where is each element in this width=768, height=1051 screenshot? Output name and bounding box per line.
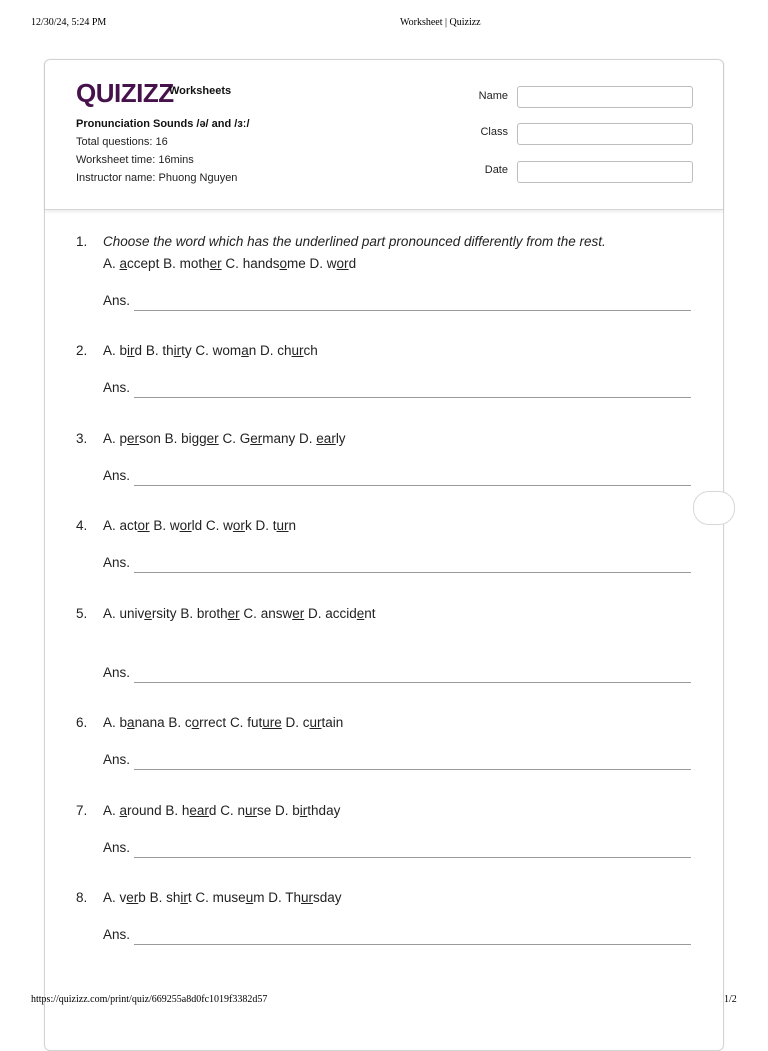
underlined-part: or [179,518,192,533]
option-letter: A. [103,715,116,730]
underlined-part: a [241,343,249,358]
word-part: thday [307,803,341,818]
question-options [103,803,340,818]
question-options [103,715,343,730]
underlined-part: e [144,606,152,621]
answer-line[interactable] [134,572,691,573]
word-part: ld [191,518,203,533]
underlined-part: ur [309,715,322,730]
word-part: broth [196,606,228,621]
word-part: moth [179,256,210,271]
total-questions: Total questions: 16 [76,136,168,148]
word-part: many [262,431,296,446]
answer-option [103,715,165,730]
answer-option [103,256,159,271]
option-letter: C. [220,803,234,818]
question-options [103,431,346,446]
side-tab-handle[interactable] [693,491,735,525]
word-part: b [119,343,128,358]
answer-option [225,256,305,271]
word-part: ty [181,343,192,358]
answer-option [150,890,192,905]
word-part: ch [303,343,318,358]
underlined-part: ur [301,890,314,905]
answer-option [260,343,318,358]
word-part: round [127,803,162,818]
question-number: 4. [76,518,88,533]
answer-label: Ans. [103,752,131,767]
answer-option [310,256,357,271]
answer-label: Ans. [103,665,131,680]
option-letter: B. [145,343,159,358]
date-field[interactable] [517,161,693,183]
answer-option [168,715,226,730]
word-part: v [119,890,127,905]
word-part: w [326,256,337,271]
answer-option [268,890,341,905]
worksheet-time: Worksheet time: 16mins [76,154,194,166]
answer-option [195,890,264,905]
underlined-part: ir [180,890,188,905]
answer-option [308,606,376,621]
word-part: fut [247,715,263,730]
option-letter: D. [309,256,324,271]
question-options [103,890,342,905]
word-part: b [119,715,128,730]
word-part: k [244,518,252,533]
answer-option [103,803,162,818]
option-letter: D. [259,343,274,358]
question-number: 7. [76,803,88,818]
option-letter: A. [103,890,116,905]
underlined-part: ear [316,431,336,446]
worksheet-card [44,59,724,1051]
answer-line[interactable] [134,857,691,858]
answer-option [165,803,216,818]
answer-option [275,803,340,818]
option-letter: C. [225,256,239,271]
underlined-part: ure [262,715,282,730]
answer-option [195,343,256,358]
underlined-part: a [127,715,135,730]
word-part: n [248,343,257,358]
answer-option [255,518,296,533]
answer-option [146,343,192,358]
question-number: 5. [76,606,88,621]
worksheet-title: Pronunciation Sounds /ə/ and /ɜː/ [76,118,250,130]
underlined-part: er [227,606,240,621]
worksheet-header [45,60,723,210]
word-part: m [253,890,265,905]
option-letter: A. [103,343,116,358]
underlined-part: er [126,890,139,905]
word-part: sday [313,890,342,905]
answer-label: Ans. [103,293,131,308]
option-letter: B. [168,715,182,730]
option-letter: B. [180,606,194,621]
answer-label: Ans. [103,840,131,855]
question-number: 1. [76,234,88,249]
question-options [103,606,376,621]
answer-label: Ans. [103,380,131,395]
option-letter: C. [195,890,209,905]
option-letter: D. [268,890,282,905]
underlined-part: ur [291,343,304,358]
word-part: hands [242,256,280,271]
question-prompt: Choose the word which has the underlined part pronounced differently from the rest. [103,234,606,249]
word-part: c [184,715,192,730]
word-part: se [256,803,272,818]
underlined-part: er [206,431,219,446]
option-letter: A. [103,803,116,818]
answer-option [103,890,146,905]
class-label: Class [480,126,508,138]
option-letter: D. [275,803,289,818]
underlined-part: or [232,518,245,533]
underlined-part: a [119,256,128,271]
word-part: nt [364,606,376,621]
word-part: b [138,890,146,905]
option-letter: A. [103,431,116,446]
option-letter: A. [103,256,116,271]
underlined-part: er [209,256,222,271]
name-field[interactable] [517,86,693,108]
option-letter: D. [255,518,269,533]
answer-line[interactable] [134,769,691,770]
answer-line[interactable] [134,485,691,486]
answer-option [163,256,222,271]
underlined-part: ear [189,803,209,818]
word-part: d [348,256,357,271]
option-letter: C. [243,606,257,621]
underlined-part: er [127,431,140,446]
word-part: rrect [199,715,227,730]
word-part: d [134,343,143,358]
option-letter: D. [285,715,299,730]
option-letter: B. [165,803,179,818]
answer-label: Ans. [103,468,131,483]
answer-line[interactable] [134,310,691,311]
option-letter: A. [103,606,116,621]
logo-section-label: Worksheets [169,85,232,97]
date-label: Date [484,164,508,176]
underlined-part: ir [173,343,182,358]
answer-option [220,803,271,818]
word-part: ch [277,343,292,358]
question-options [103,256,356,271]
answer-option [230,715,282,730]
word-part: n [288,518,297,533]
option-letter: C. [222,431,236,446]
word-part: act [119,518,138,533]
underlined-part: o [279,256,287,271]
class-field[interactable] [517,123,693,145]
underlined-part: er [250,431,263,446]
option-letter: B. [153,518,167,533]
answer-option [103,606,177,621]
word-part: d [208,803,217,818]
word-part: me [287,256,306,271]
word-part: univ [119,606,145,621]
word-part: accid [325,606,357,621]
answer-label: Ans. [103,555,131,570]
option-letter: C. [195,343,209,358]
option-letter: D. [299,431,313,446]
answer-option [180,606,239,621]
word-part: son [139,431,161,446]
answer-option [103,431,161,446]
answer-option [222,431,295,446]
word-part: wom [212,343,242,358]
word-part: p [119,431,128,446]
word-part: rsity [151,606,177,621]
underlined-part: or [137,518,150,533]
word-part: t [272,518,277,533]
option-letter: D. [307,606,322,621]
question-options [103,343,318,358]
answer-label: Ans. [103,927,131,942]
name-label: Name [478,90,508,102]
question-options [103,518,296,533]
answer-option [206,518,252,533]
word-part: ccept [127,256,160,271]
underlined-part: a [119,803,128,818]
answer-option [103,343,142,358]
underlined-part: ir [299,803,308,818]
word-part: h [181,803,190,818]
answer-option [299,431,346,446]
word-part: tain [321,715,344,730]
answer-option [286,715,344,730]
word-part: n [237,803,245,818]
underlined-part: o [191,715,200,730]
word-part: muse [212,890,246,905]
underlined-part: ur [244,803,257,818]
option-letter: C. [229,715,244,730]
word-part: b [292,803,300,818]
underlined-part: ur [276,518,289,533]
print-url: https://quizizz.com/print/quiz/669255a8d0fc1019f3382d57 [31,994,268,1005]
word-part: th [162,343,174,358]
word-part: ly [335,431,346,446]
word-part: answ [260,606,293,621]
word-part: nana [134,715,165,730]
underlined-part: ir [127,343,135,358]
print-page-number: 1/2 [724,994,737,1005]
underlined-part: u [245,890,254,905]
answer-option [165,431,219,446]
option-letter: B. [164,431,178,446]
answer-option [103,518,150,533]
answer-option [153,518,202,533]
word-part: t [187,890,192,905]
underlined-part: or [336,256,349,271]
option-letter: B. [163,256,176,271]
word-part: bigg [181,431,207,446]
question-number: 8. [76,890,88,905]
answer-line[interactable] [134,944,691,945]
word-part: w [223,518,233,533]
print-title: Worksheet | Quizizz [400,17,481,28]
print-datetime: 12/30/24, 5:24 PM [31,17,107,28]
word-part: w [169,518,180,533]
option-letter: A. [103,518,116,533]
question-number: 6. [76,715,88,730]
instructor-name: Instructor name: Phuong Nguyen [76,172,238,184]
question-number: 2. [76,343,88,358]
word-part: Th [285,890,301,905]
underlined-part: e [356,606,365,621]
word-part: sh [166,890,181,905]
answer-option [243,606,304,621]
answer-line[interactable] [134,682,691,683]
word-part: c [302,715,310,730]
quizizz-logo: QUIZIZZ [76,78,174,108]
option-letter: C. [205,518,220,533]
option-letter: B. [149,890,163,905]
word-part: G [239,431,251,446]
answer-line[interactable] [134,397,691,398]
question-number: 3. [76,431,88,446]
underlined-part: er [292,606,305,621]
